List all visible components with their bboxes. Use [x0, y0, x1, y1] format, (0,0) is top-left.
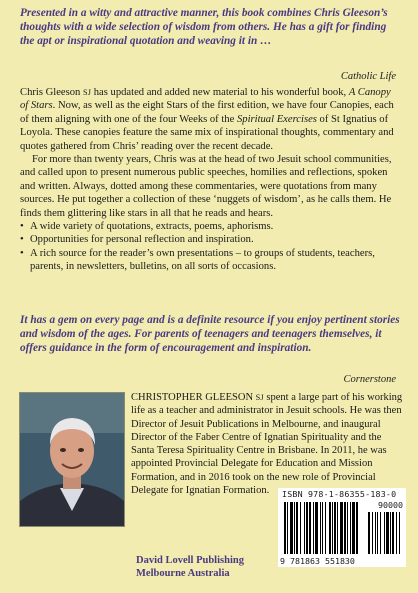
- price-code: 90000: [378, 500, 403, 510]
- barcode: [278, 488, 406, 567]
- description-paragraph-1: Chris Gleeson SJ has updated and added new material to his wonderful book, A Canopy of Stars. Now, as well as the eight Stars of the first edition, we have four Canopies, each of them aligning with one of the four Weeks of the Spiritual Exercises of St Ignatius of Loyola. These canopies feature the same mix of inspirational thoughts, commentary and quotes gathered from Chris’ reading over the recent decade.: [20, 87, 394, 152]
- book-title: A Canopy of Stars: [20, 87, 391, 112]
- review-quote-mid: It has a gem on every page and is a definite resource if you enjoy pertinent stories and wisdom of the ages. For parents of teenagers and teenagers themselves, it offers guidance in the form of encouragement and inspiration.: [20, 314, 400, 354]
- publisher-name: David Lovell Publishing: [136, 555, 244, 566]
- author-photo: [19, 392, 125, 527]
- description-paragraph-2: For more than twenty years, Chris was at the head of two Jesuit school communities, and called upon to present numerous public speeches, homilies and reflections, spoken and written. Always, dotted among these commentaries, were quotations from many sources. He put together a collection of these ‘nuggets of wisdom’, as he calls them. He finds them glittering like stars in all that he reads and hears.: [20, 154, 392, 219]
- publisher-location: Melbourne Australia: [136, 568, 230, 579]
- exercises-title: Spiritual Exercises: [236, 113, 317, 125]
- publisher: [136, 554, 286, 580]
- feature-item: • Opportunities for personal reflection and inspiration.: [20, 233, 400, 246]
- isbn: ISBN 978-1-86355-183-0: [282, 489, 397, 499]
- feature-list: [20, 220, 400, 274]
- feature-item: • A wide variety of quotations, extracts, poems, aphorisms.: [20, 220, 400, 233]
- author-name: CHRISTOPHER GLEESON: [131, 392, 256, 403]
- feature-item: • A rich source for the reader’s own presentations – to groups of students, teachers, parents, in newsletters, bulletins, on all sorts of occasions.: [20, 247, 400, 274]
- author-bio: CHRISTOPHER GLEESON SJ spent a large part of his working life as a teacher and administrator in Jesuit schools. He was then Director of Jesuit Publications in Melbourne, and inaugural Director of the Faber Centre of Ignatian Spirituality and the Santa Teresa Spirituality Centre in Brisbane. In 2011, he was appointed Provincial Delegate for Education and Mission Formation, and in 2016 took on the new role of Provincial Delegate for Ignatian Formation.: [131, 392, 403, 497]
- barcode-number: 9 781863 551830: [280, 556, 355, 566]
- review-source-top: Catholic Life: [340, 71, 396, 82]
- review-quote-top: Presented in a witty and attractive manner, this book combines Chris Gleeson’s thoughts with a wide selection of wisdom from others. He has a gift for finding the apt or inspirational quotation and weaving it in …: [20, 7, 388, 47]
- review-source-mid: Cornerstone: [343, 374, 396, 385]
- description: [20, 86, 400, 274]
